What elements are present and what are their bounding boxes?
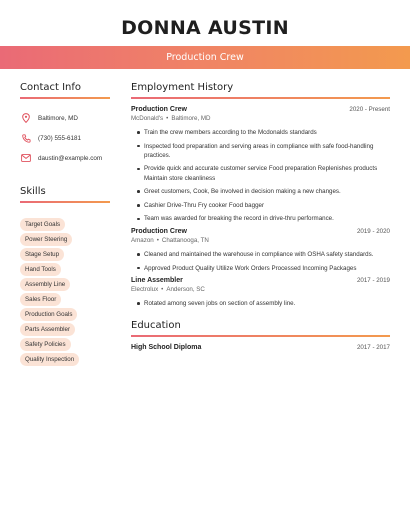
job-location: Baltimore, MD xyxy=(171,115,211,122)
job-entry xyxy=(131,106,390,224)
job-company: Amazon xyxy=(131,236,154,244)
job-bullet: Approved Product Quality Utilize Work Orders Processed Incoming Packages xyxy=(137,264,390,273)
job-location: Chattanooga, TN xyxy=(161,236,209,244)
job-dates: 2020 - Present xyxy=(349,106,390,113)
employment-divider xyxy=(131,97,390,99)
contact-location-text: Baltimore, MD xyxy=(38,114,78,122)
candidate-name: DONNA AUSTIN xyxy=(121,17,289,39)
left-column xyxy=(20,82,110,363)
job-bullets xyxy=(137,128,390,224)
skills-list xyxy=(20,213,110,363)
separator-dot: • xyxy=(166,115,169,122)
role-title: Production Crew xyxy=(166,52,244,63)
phone-icon xyxy=(21,133,31,143)
job-bullet: Train the crew members according to the Mcdonalds standards xyxy=(137,128,390,137)
job-company: Electrolux xyxy=(131,286,159,294)
job-bullet: Cleaned and maintained the warehouse in compliance with OSHA safety standards. xyxy=(137,250,390,259)
skill-tag: Target Goals xyxy=(20,218,65,231)
job-bullet: Greet customers, Cook, Be involved in decision making a new changes. xyxy=(137,187,390,196)
skill-tag: Hand Tools xyxy=(20,263,61,276)
job-entry xyxy=(131,277,390,308)
role-banner xyxy=(0,46,410,69)
job-bullet: Provide quick and accurate customer service Food preparation Replenishes products Maintain store cleanliness xyxy=(137,164,390,182)
job-bullets xyxy=(137,250,390,273)
job-bullet: Inspected food preparation and serving areas in compliance with safe food-handling practices. xyxy=(137,142,390,160)
separator-dot: • xyxy=(156,236,159,244)
skill-tag: Power Steering xyxy=(20,233,72,246)
education-entry xyxy=(131,344,390,351)
contact-email xyxy=(20,148,110,168)
job-company: McDonald's xyxy=(131,115,164,122)
education-dates: 2017 - 2017 xyxy=(356,344,390,352)
contact-divider xyxy=(20,97,110,99)
skills-section-title: Skills xyxy=(20,186,46,197)
location-pin-icon xyxy=(21,113,31,123)
job-dates: 2017 - 2019 xyxy=(356,277,390,285)
job-bullets xyxy=(137,299,390,308)
contact-list xyxy=(20,108,110,168)
contact-section-title: Contact Info xyxy=(20,82,82,93)
contact-location xyxy=(20,108,110,128)
email-icon xyxy=(21,153,31,163)
job-bullet: Rotated among seven jobs on section of assembly line. xyxy=(137,299,390,308)
job-title: Line Assembler xyxy=(131,277,183,285)
separator-dot: • xyxy=(161,286,164,294)
skill-tag: Sales Floor xyxy=(20,293,61,306)
job-bullet: Cashier Drive-Thru Fry cooker Food bagger xyxy=(137,201,390,210)
skill-tag: Quality Inspection xyxy=(20,353,79,366)
job-bullet: Team was awarded for breaking the record in drive-thru performance. xyxy=(137,214,390,223)
contact-phone xyxy=(20,128,110,148)
job-entry xyxy=(131,228,390,273)
skill-tag: Safety Policies xyxy=(20,338,71,351)
skill-tag: Stage Setup xyxy=(20,248,64,261)
job-location: Anderson, SC xyxy=(166,286,205,294)
skills-divider xyxy=(20,201,110,203)
skill-tag: Assembly Line xyxy=(20,278,70,291)
education-divider xyxy=(131,335,390,337)
education-degree: High School Diploma xyxy=(131,344,202,352)
skill-tag: Production Goals xyxy=(20,308,77,321)
job-title: Production Crew xyxy=(131,106,188,113)
education-section-title: Education xyxy=(131,320,181,332)
job-dates: 2019 - 2020 xyxy=(356,227,390,235)
contact-phone-text[interactable]: (730) 555-6181 xyxy=(38,134,82,142)
right-column xyxy=(131,82,390,351)
contact-email-text[interactable]: daustin@example.com xyxy=(38,154,103,162)
employment-section-title: Employment History xyxy=(131,82,234,93)
job-title: Production Crew xyxy=(131,227,188,235)
skill-tag: Parts Assembler xyxy=(20,323,75,336)
